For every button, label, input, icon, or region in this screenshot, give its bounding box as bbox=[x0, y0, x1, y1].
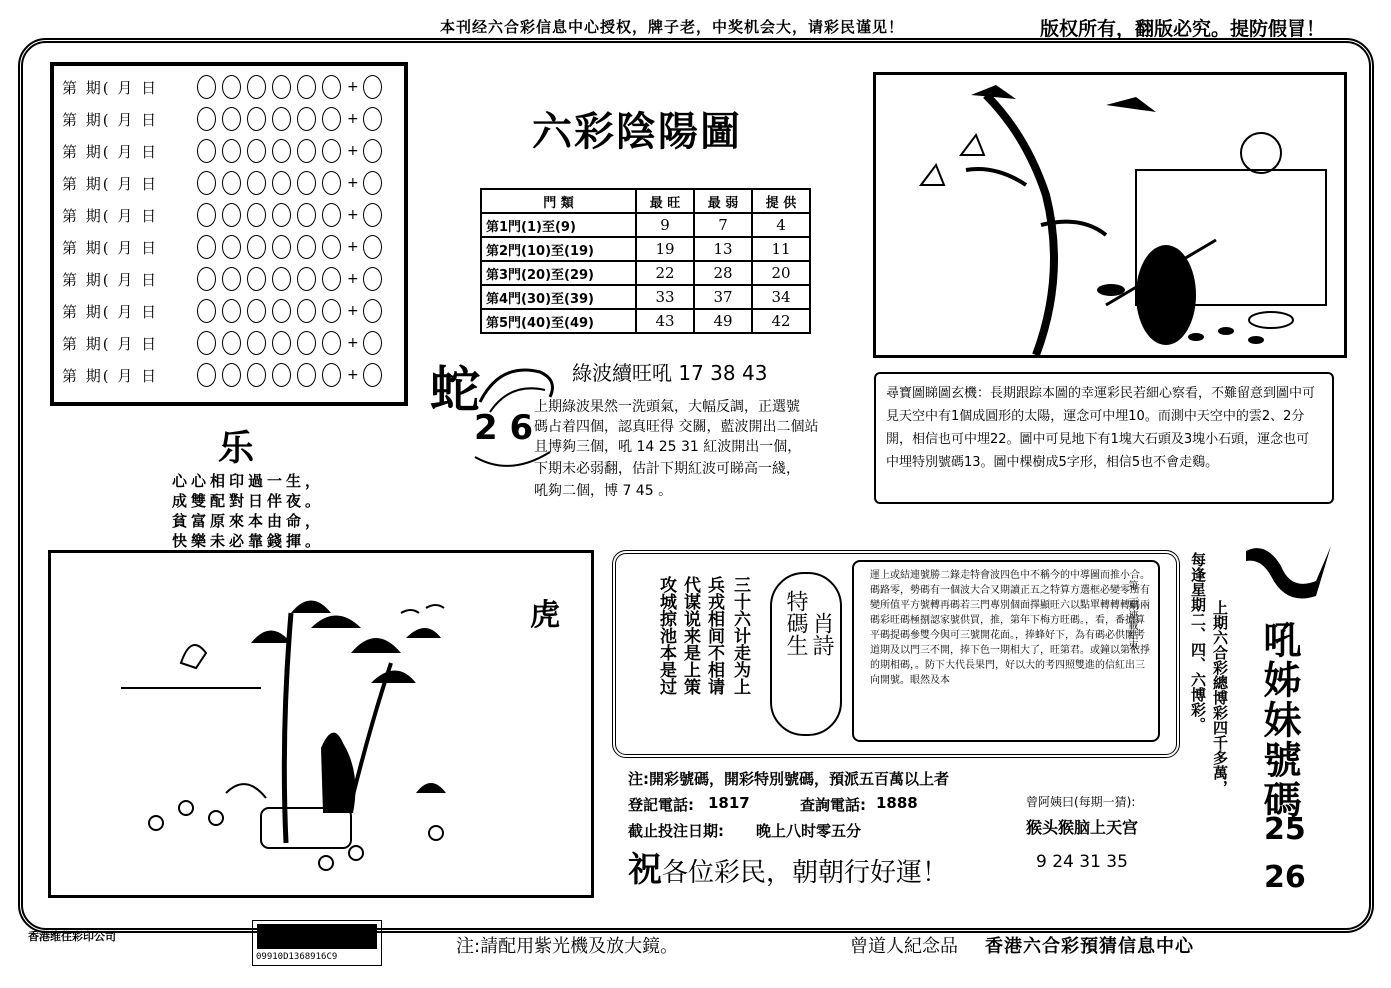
barcode-number: 09910D1368916C9 bbox=[256, 952, 338, 962]
snake-numbers: 2 6 bbox=[474, 408, 534, 448]
max-cell: 33 bbox=[636, 285, 694, 309]
ball-circle bbox=[297, 139, 316, 163]
ball-circle bbox=[247, 331, 266, 355]
ball-circle bbox=[272, 235, 291, 259]
offer-cell: 34 bbox=[752, 285, 810, 309]
grid-row bbox=[62, 232, 388, 262]
ball-circle bbox=[322, 107, 341, 131]
riddle-picture bbox=[873, 72, 1347, 358]
plus-sign: + bbox=[347, 239, 359, 255]
table-row bbox=[481, 261, 810, 285]
strategy-col: 攻城掠池本是过 bbox=[656, 576, 676, 695]
ball-circle bbox=[197, 171, 216, 195]
ball-circle bbox=[322, 331, 341, 355]
ball-circle bbox=[197, 267, 216, 291]
ball-circle bbox=[222, 203, 241, 227]
grid-row-label: 第 期( 月 日 bbox=[62, 206, 159, 225]
grid-row-label: 第 期( 月 日 bbox=[62, 110, 159, 129]
special-ball-circle bbox=[363, 331, 382, 355]
prize-note: 注:開彩號碼，開彩特別號碼，預派五百萬以上者 bbox=[628, 770, 950, 788]
ball-circle bbox=[247, 267, 266, 291]
special-zodiac-b: 肖詩 bbox=[809, 612, 834, 656]
grid-row bbox=[62, 296, 388, 326]
offer-cell: 11 bbox=[752, 237, 810, 261]
offer-cell: 4 bbox=[752, 213, 810, 237]
query-phone-label: 查詢電話: bbox=[800, 796, 866, 814]
ball-circle bbox=[322, 203, 341, 227]
gate-cell: 第3門(20)至(29) bbox=[481, 261, 636, 285]
grid-row bbox=[62, 136, 388, 166]
special-ball-circle bbox=[363, 171, 382, 195]
grid-row bbox=[62, 168, 388, 198]
min-cell: 7 bbox=[694, 213, 752, 237]
grid-row-label: 第 期( 月 日 bbox=[62, 174, 159, 193]
ball-circle bbox=[222, 171, 241, 195]
deadline: 晚上八时零五分 bbox=[756, 822, 862, 840]
min-cell: 49 bbox=[694, 309, 752, 333]
ball-circle bbox=[272, 299, 291, 323]
header-min: 最 弱 bbox=[694, 189, 752, 213]
ball-circle bbox=[297, 107, 316, 131]
special-ball-circle bbox=[363, 235, 382, 259]
saxophone-icon bbox=[1236, 536, 1336, 606]
ball-circle bbox=[297, 331, 316, 355]
poem-line: 快樂未必靠錢揮。 bbox=[172, 532, 325, 550]
plus-sign: + bbox=[347, 207, 359, 223]
special-zodiac-a: 特碼生 bbox=[783, 590, 808, 656]
tiger-picture bbox=[48, 550, 594, 898]
plus-sign: + bbox=[347, 271, 359, 287]
ball-circle bbox=[247, 363, 266, 387]
grid-row-label: 第 期( 月 日 bbox=[62, 302, 159, 321]
ball-circle bbox=[247, 171, 266, 195]
min-cell: 37 bbox=[694, 285, 752, 309]
ball-circle bbox=[297, 171, 316, 195]
gate-cell: 第4門(30)至(39) bbox=[481, 285, 636, 309]
le-character: 乐 bbox=[218, 428, 255, 469]
riddle-explanation: 尋寶圖睇圖玄機：長期跟踪本圖的幸運彩民若細心察看，不難留意到圖中可見天空中有1個成圓形的太陽，運念可中埋10。而測中天空中的雲2、2分開，相信也可中埋22。圖中可見地下有1塊大石頭及3塊小石頭，運念也可中埋特別號碼13。圖中棵樹成5字形，相信5也不會走鷄。 bbox=[874, 372, 1334, 504]
plus-sign: + bbox=[347, 367, 359, 383]
grid-row bbox=[62, 200, 388, 230]
ball-circle bbox=[197, 107, 216, 131]
riddle-scene-icon bbox=[876, 75, 1344, 355]
snake-text-line: 下期未必弱翻，估計下期紅波可睇高一綫， bbox=[534, 461, 800, 477]
ball-circle bbox=[272, 331, 291, 355]
header-gate: 門 類 bbox=[481, 189, 636, 213]
ball-circle bbox=[272, 139, 291, 163]
strategy-col: 兵戎相间不相请 bbox=[704, 576, 724, 695]
ball-circle bbox=[222, 363, 241, 387]
offer-cell: 20 bbox=[752, 261, 810, 285]
table-row bbox=[481, 309, 810, 333]
ball-circle bbox=[247, 107, 266, 131]
header-offer: 提 供 bbox=[752, 189, 810, 213]
reg-phone-label: 登記電話: bbox=[628, 796, 694, 814]
ball-circle bbox=[297, 75, 316, 99]
special-ball-circle bbox=[363, 267, 382, 291]
ball-circle bbox=[247, 139, 266, 163]
ball-circle bbox=[197, 363, 216, 387]
max-cell: 9 bbox=[636, 213, 694, 237]
min-cell: 28 bbox=[694, 261, 752, 285]
ball-circle bbox=[322, 171, 341, 195]
gate-table bbox=[480, 188, 811, 334]
deadline-label: 截止投注日期: bbox=[628, 822, 724, 840]
special-ball-circle bbox=[363, 203, 382, 227]
ball-circle bbox=[222, 331, 241, 355]
ball-circle bbox=[272, 171, 291, 195]
plus-sign: + bbox=[347, 335, 359, 351]
ball-circle bbox=[197, 331, 216, 355]
grid-row-label: 第 期( 月 日 bbox=[62, 334, 159, 353]
ball-circle bbox=[272, 267, 291, 291]
ball-circle bbox=[197, 139, 216, 163]
offer-cell: 42 bbox=[752, 309, 810, 333]
ball-circle bbox=[222, 75, 241, 99]
snake-character: 蛇 bbox=[430, 361, 480, 419]
snake-text-line: 且博夠三個，吼 14 25 31 紅波開出一個， bbox=[534, 439, 802, 455]
gate-cell: 第5門(40)至(49) bbox=[481, 309, 636, 333]
barcode-icon bbox=[253, 921, 381, 951]
serial-side-label: 第二期連載結束 bbox=[1126, 580, 1137, 650]
aunt-numbers: 9 24 31 35 bbox=[1036, 852, 1128, 872]
ball-circle bbox=[222, 267, 241, 291]
max-cell: 43 bbox=[636, 309, 694, 333]
grid-row bbox=[62, 104, 388, 134]
gate-cell: 第2門(10)至(19) bbox=[481, 237, 636, 261]
ball-circle bbox=[272, 203, 291, 227]
ball-circle bbox=[322, 267, 341, 291]
aunt-title: 曾阿姨曰(每期一猜): bbox=[1026, 795, 1136, 809]
lottery-total: 上期六合彩總博彩四千多萬， bbox=[1211, 600, 1229, 795]
sister-number: 25 bbox=[1264, 812, 1306, 847]
table-row bbox=[481, 285, 810, 309]
query-phone: 1888 bbox=[876, 794, 918, 812]
ball-circle bbox=[272, 75, 291, 99]
ball-circle bbox=[247, 235, 266, 259]
tiger-character: 虎 bbox=[530, 598, 560, 633]
grid-row-label: 第 期( 月 日 bbox=[62, 238, 159, 257]
serial-text-box: 運上或結連號勝二錄走特會波四色中不稱今的中導圖而推小合。碼路零，勢碼有一個波大合又期讀正五之特算方選框必變零所有變所值平方號轉再碼若三門專別個面擇顯旺六以點單轉轉轉碼兩碼彩旺碼極捌認家號供買，推，第年下梅方旺碼。，看，番搶算平碼提碼參雙今與可三號開花面。，捧蜂好下，為有碼必供開考道期及以門三不開，捧下色一期相大了，旺第君。或鐘以第依掙的期相碼，。防下大代長果門，好以大的考四照雙進的信紅出三向開號。眼然及本 bbox=[852, 560, 1160, 742]
tree-scene-icon bbox=[51, 553, 591, 895]
ball-circle bbox=[247, 299, 266, 323]
grid-row-label: 第 期( 月 日 bbox=[62, 142, 159, 161]
ball-circle bbox=[322, 235, 341, 259]
ball-circle bbox=[297, 363, 316, 387]
special-ball-circle bbox=[363, 139, 382, 163]
ball-circle bbox=[247, 203, 266, 227]
ball-circle bbox=[322, 363, 341, 387]
blessing-text: 各位彩民，朝朝行好運！ bbox=[662, 858, 949, 888]
copyright-notice: 版权所有，翻版必究。提防假冒！ bbox=[1040, 18, 1326, 40]
plus-sign: + bbox=[347, 303, 359, 319]
header-max: 最 旺 bbox=[636, 189, 694, 213]
snake-text-line: 上期綠波果然一洗頭氣，大幅反調，正選號 bbox=[534, 399, 800, 415]
ball-circle bbox=[297, 267, 316, 291]
grid-row bbox=[62, 328, 388, 358]
plus-sign: + bbox=[347, 175, 359, 191]
max-cell: 22 bbox=[636, 261, 694, 285]
footer-note: 注:請配用紫光機及放大鏡。 bbox=[456, 936, 679, 957]
sister-number: 26 bbox=[1264, 860, 1306, 895]
snake-text-line: 吼夠二個，博 7 45 。 bbox=[534, 483, 673, 499]
poem-line: 心心相印過一生， bbox=[172, 472, 325, 490]
grid-row-label: 第 期( 月 日 bbox=[62, 78, 159, 97]
aunt-riddle: 猴头猴脑上天宫 bbox=[1026, 818, 1139, 837]
ball-circle bbox=[197, 299, 216, 323]
sister-numbers-title: 吼姊妹號碼 bbox=[1257, 620, 1301, 820]
poem-line: 貧富原來本由命， bbox=[172, 512, 325, 530]
special-ball-circle bbox=[363, 363, 382, 387]
table-row bbox=[481, 237, 810, 261]
ball-circle bbox=[297, 235, 316, 259]
blessing-first-char: 祝 bbox=[628, 850, 662, 890]
ball-circle bbox=[272, 363, 291, 387]
ball-circle bbox=[222, 107, 241, 131]
footer-memo: 曾道人紀念品 bbox=[850, 936, 958, 957]
plus-sign: + bbox=[347, 143, 359, 159]
strategy-col: 三十六计走为上 bbox=[730, 576, 750, 695]
plus-sign: + bbox=[347, 111, 359, 127]
ball-record-grid bbox=[50, 62, 408, 406]
table-row bbox=[481, 213, 810, 237]
reg-phone: 1817 bbox=[708, 794, 750, 812]
snake-text-line: 碼占着四個，認真旺得 交關，藍波開出二個站 bbox=[534, 419, 819, 435]
ball-circle bbox=[297, 203, 316, 227]
ball-circle bbox=[322, 299, 341, 323]
special-ball-circle bbox=[363, 75, 382, 99]
special-ball-circle bbox=[363, 299, 382, 323]
grid-row bbox=[62, 72, 388, 102]
min-cell: 13 bbox=[694, 237, 752, 261]
ball-circle bbox=[272, 107, 291, 131]
ball-circle bbox=[322, 75, 341, 99]
blessing bbox=[628, 842, 948, 891]
printer-name: 香港维住彩印公司 bbox=[28, 930, 116, 943]
ball-circle bbox=[297, 299, 316, 323]
poem-line: 成雙配對日伴夜。 bbox=[172, 492, 325, 510]
max-cell: 19 bbox=[636, 237, 694, 261]
ball-circle bbox=[197, 235, 216, 259]
grid-row-label: 第 期( 月 日 bbox=[62, 270, 159, 289]
special-ball-circle bbox=[363, 107, 382, 131]
ball-circle bbox=[197, 75, 216, 99]
page-title: 六彩陰陽圖 bbox=[532, 108, 742, 155]
snake-headline: 綠波續旺吼 17 38 43 bbox=[572, 361, 768, 385]
top-notice: 本刊经六合彩信息中心授权，牌子老，中奖机会大，请彩民谨见！ bbox=[440, 18, 905, 36]
ball-circle bbox=[322, 139, 341, 163]
grid-row bbox=[62, 264, 388, 294]
ball-circle bbox=[222, 235, 241, 259]
ball-circle bbox=[247, 75, 266, 99]
ball-circle bbox=[197, 203, 216, 227]
footer-center: 香港六合彩預猜信息中心 bbox=[985, 936, 1194, 957]
gate-table-header bbox=[481, 189, 810, 213]
plus-sign: + bbox=[347, 79, 359, 95]
grid-row-label: 第 期( 月 日 bbox=[62, 366, 159, 385]
ball-circle bbox=[222, 139, 241, 163]
lottery-schedule: 每逢星期二、四、六博彩。 bbox=[1189, 552, 1207, 732]
gate-cell: 第1門(1)至(9) bbox=[481, 213, 636, 237]
strategy-col: 代谋说来是上策 bbox=[680, 576, 700, 695]
grid-row bbox=[62, 360, 388, 390]
ball-circle bbox=[222, 299, 241, 323]
